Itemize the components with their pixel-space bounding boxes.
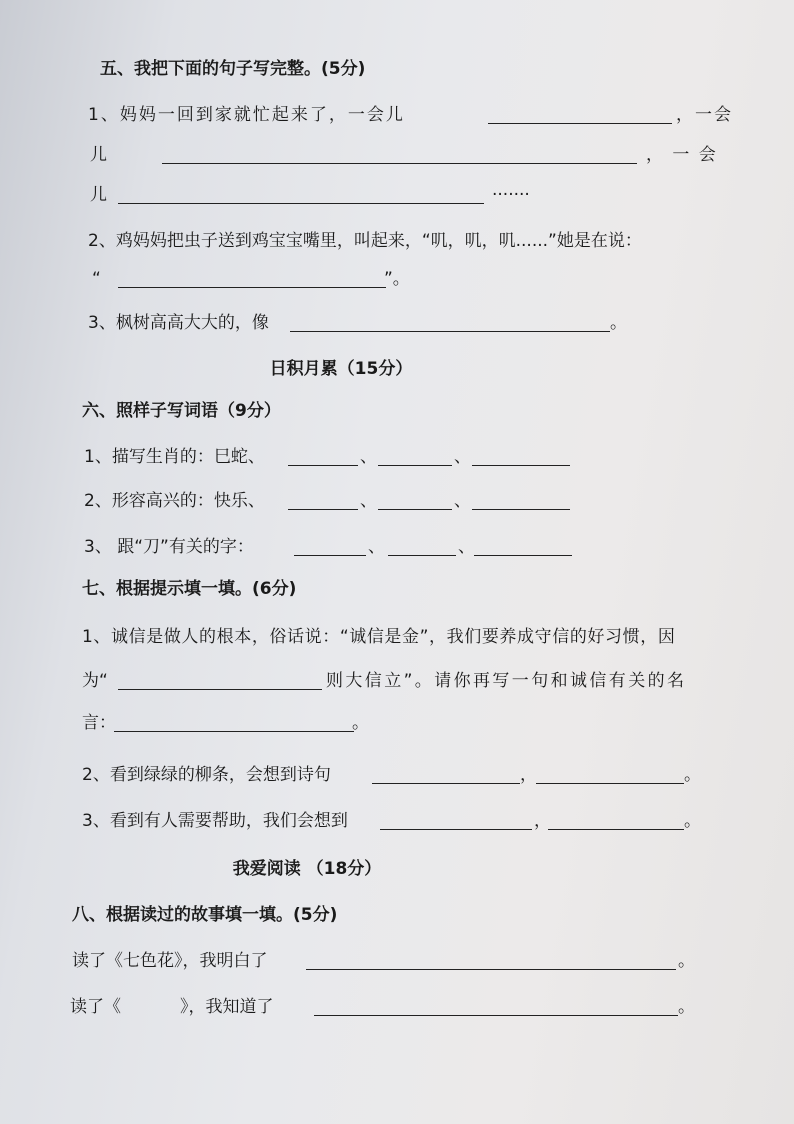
section-7-heading: 七、根据提示填一填。(6分): [82, 579, 297, 599]
s5-q2-text-c: ”。: [384, 269, 410, 289]
s7-q1-text-c: 则大信立”。请你再写一句和诚信有关的名: [326, 671, 687, 691]
s5-q1-text-f: ·······: [492, 185, 530, 205]
section-6-heading: 六、照样子写词语（9分）: [82, 401, 281, 421]
s6-q2-text: 2、形容高兴的：快乐、: [84, 491, 265, 511]
s6-q1-sep-1: 、: [360, 447, 377, 467]
s7-q2-line: [0, 758, 794, 798]
s7-q3-line: [0, 804, 794, 844]
s7-q2-text-b: ，: [520, 765, 537, 785]
s8-q1-text-a: 读了《七色花》，我明白了: [72, 951, 268, 971]
s5-q2-line1: [0, 224, 794, 264]
s7-q3-blank-2[interactable]: [548, 829, 684, 830]
s6-q1-blank-1[interactable]: [288, 465, 358, 466]
s7-q1-blank-2[interactable]: [114, 731, 354, 732]
s7-q1-blank-1[interactable]: [118, 689, 322, 690]
s5-q1-line2: [0, 138, 794, 178]
s5-q2-blank[interactable]: [118, 287, 386, 288]
s5-q3-line: [0, 306, 794, 346]
section-title-woaiyuedu: 我爱阅读 （18分）: [232, 859, 382, 879]
s6-q3-blank-2[interactable]: [388, 555, 456, 556]
s6-q3-blank-3[interactable]: [474, 555, 572, 556]
s5-q2-text-a: 2、鸡妈妈把虫子送到鸡宝宝嘴里，叫起来，“叽，叽，叽......”她是在说：: [88, 231, 642, 251]
section-5-heading-line: [0, 52, 794, 92]
s6-q3-blank-1[interactable]: [294, 555, 366, 556]
s8-q1-blank[interactable]: [306, 969, 676, 970]
s5-q1-blank-2[interactable]: [162, 163, 637, 164]
s7-q2-text-c: 。: [684, 765, 701, 785]
s5-q1-line3: [0, 178, 794, 218]
s6-q3-text: 3、 跟“刀”有关的字：: [84, 537, 254, 557]
s7-q2-blank-1[interactable]: [372, 783, 520, 784]
s7-q1-text-e: 。: [352, 713, 369, 733]
section-6-heading-line: [0, 394, 794, 434]
s5-q2-text-b: “: [92, 269, 101, 289]
s5-q1-text-c: 儿: [90, 145, 107, 165]
s6-q1-line: [0, 440, 794, 480]
s7-q1-line3: [0, 706, 794, 746]
s7-q1-line2: [0, 664, 794, 704]
s8-q2-text-b: 》，我知道了: [180, 997, 274, 1017]
s6-q1-sep-2: 、: [454, 447, 471, 467]
s6-q2-blank-1[interactable]: [288, 509, 358, 510]
s6-q3-sep-1: 、: [368, 537, 385, 557]
s6-q2-blank-2[interactable]: [378, 509, 452, 510]
s5-q1-line1: [0, 98, 794, 138]
s7-q2-text-a: 2、看到绿绿的柳条，会想到诗句: [82, 765, 331, 785]
s7-q1-text-d: 言：: [82, 713, 116, 733]
s7-q3-text-b: ，: [534, 811, 551, 831]
s8-q2-line: [0, 990, 794, 1030]
section-7-heading-line: [0, 572, 794, 612]
s5-q3-text-b: 。: [610, 313, 627, 333]
s6-q1-blank-2[interactable]: [378, 465, 452, 466]
s7-q3-blank-1[interactable]: [380, 829, 532, 830]
s5-q1-blank-1[interactable]: [488, 123, 672, 124]
s8-q2-text-c: 。: [678, 997, 695, 1017]
s7-q2-blank-2[interactable]: [536, 783, 684, 784]
s6-q2-sep-1: 、: [360, 491, 377, 511]
s6-q3-line: [0, 530, 794, 570]
s7-q3-text-a: 3、看到有人需要帮助，我们会想到: [82, 811, 348, 831]
section-title-rijiyuelei: 日积月累（15分）: [269, 359, 413, 379]
section-8-heading-line: [0, 898, 794, 938]
s5-q1-text-d: ， 一 会: [646, 145, 718, 165]
s5-q1-text-b: ，一会: [676, 105, 733, 125]
s7-q1-text-a: 1、诚信是做人的根本，俗话说：“诚信是金”，我们要养成守信的好习惯，因: [82, 627, 676, 647]
s8-q1-text-b: 。: [678, 951, 695, 971]
s8-q2-text-a: 读了《: [70, 997, 121, 1017]
s8-q1-line: [0, 944, 794, 984]
section-5-heading: 五、我把下面的句子写完整。(5分): [100, 59, 366, 79]
s7-q1-line1: [0, 620, 794, 660]
s6-q2-blank-3[interactable]: [472, 509, 570, 510]
s6-q2-sep-2: 、: [454, 491, 471, 511]
s7-q1-text-b: 为“: [82, 671, 108, 691]
s6-q2-line: [0, 484, 794, 524]
s5-q3-blank[interactable]: [290, 331, 610, 332]
s8-q2-blank[interactable]: [314, 1015, 678, 1016]
s6-q1-blank-3[interactable]: [472, 465, 570, 466]
s6-q3-sep-2: 、: [458, 537, 475, 557]
s6-q1-text: 1、描写生肖的：巳蛇、: [84, 447, 265, 467]
s5-q1-text-a: 1、妈妈一回到家就忙起来了，一会儿: [88, 105, 405, 125]
s5-q1-text-e: 儿: [90, 185, 107, 205]
section-8-heading: 八、根据读过的故事填一填。(5分): [72, 905, 338, 925]
s7-q3-text-c: 。: [684, 811, 701, 831]
s5-q3-text-a: 3、枫树高高大大的，像: [88, 313, 269, 333]
s5-q1-blank-3[interactable]: [118, 203, 484, 204]
s5-q2-line2: [0, 262, 794, 302]
